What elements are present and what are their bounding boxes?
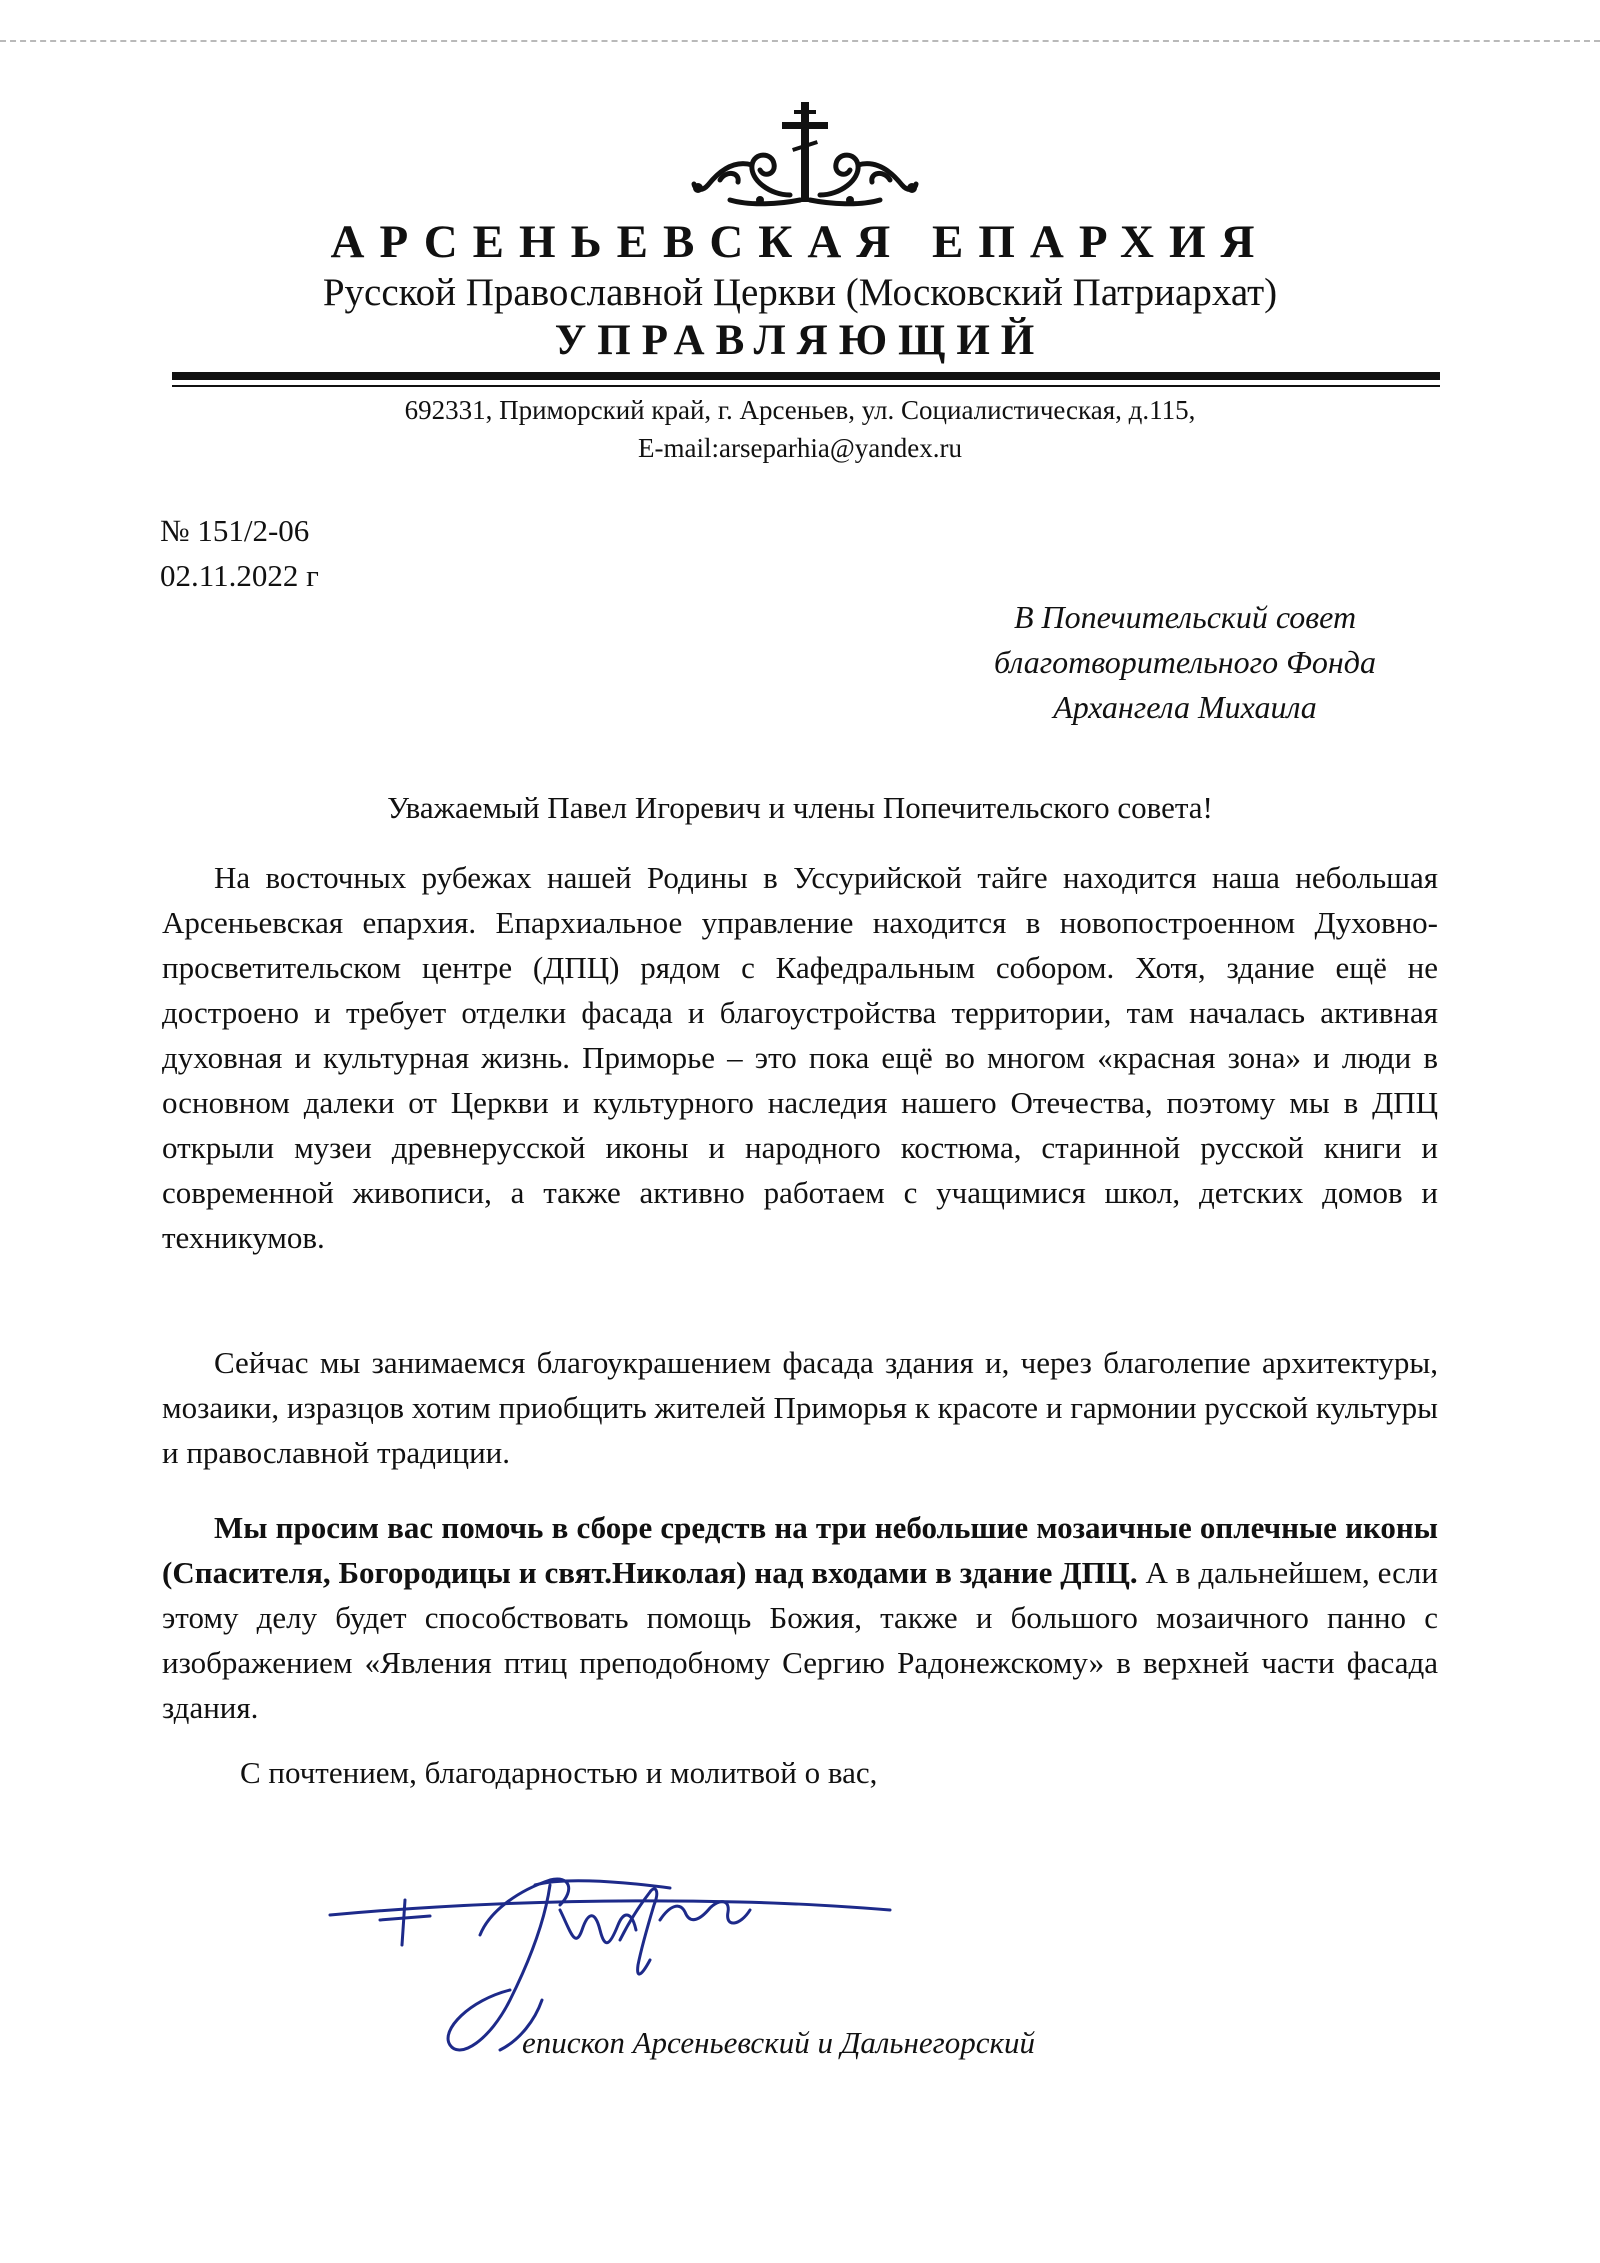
scan-edge-line (0, 40, 1600, 42)
reference-number: № 151/2-06 (160, 513, 310, 548)
closing-phrase: С почтением, благодарностью и молитвой о вас, (240, 1755, 878, 1790)
request-continuation: А в дальнейшем, если этому делу будет способствовать помощь Божия, также и большого мозаичного панно с изображением «Явления птиц преподобному Сергию Радонежскому» в верхней части фасада здания. (162, 1555, 1438, 1725)
orthodox-cross-icon (690, 100, 920, 210)
salutation: Уважаемый Павел Игоревич и члены Попечительского совета! (387, 790, 1213, 825)
recipient-line: Архангела Михаила (1053, 689, 1317, 725)
recipient-line: благотворительного Фонда (994, 644, 1376, 680)
body-paragraph: На восточных рубежах нашей Родины в Уссурийской тайге находится наша небольшая Арсеньевская епархия. Епархиальное управление находится в новопостроенном Духовно-просветительском центре (ДПЦ) рядом с Кафедральным собором. Хотя, здание ещё не достроено и требует отделки фасада и благоустройства территории, там началась активная духовная и культурная жизнь. Приморье – это пока ещё во многом «красная зона» и люди в основном далеки от Церкви и культурного наследия нашего Отечества, поэтому мы в ДПЦ открыли музеи древнерусской иконы и народного костюма, старинной русской книги и современной живописи, а также активно работаем с учащимися школ, детских домов и техникумов. (162, 860, 1438, 1255)
recipient-line: В Попечительский совет (1013, 599, 1357, 635)
letterhead-divider (172, 372, 1440, 380)
recipient-block (900, 595, 1470, 730)
ruler-title: УПРАВЛЯЮЩИЙ (554, 317, 1046, 364)
signatory-title: епископ Арсеньевский и Дальнегорский (522, 2025, 1036, 2060)
eparchy-name: АРСЕНЬЕВСКАЯ ЕПАРХИЯ (330, 216, 1270, 268)
letterhead-divider-thin (172, 385, 1440, 387)
request-emphasis: Мы просим вас помочь в сборе средств на три небольшие мозаичные оплечные иконы (Спасителя, Богородицы и свят.Николая) над входами в здание ДПЦ. (162, 1510, 1438, 1590)
body-paragraph: Сейчас мы занимаемся благоукрашением фасада здания и, через благолепие архитектуры, мозаики, изразцов хотим приобщить жителей Приморья к красоте и гармонии русской культуры и православной традиции. (162, 1345, 1438, 1470)
body-paragraph-request (162, 1505, 1438, 1730)
postal-address: 692331, Приморский край, г. Арсеньев, ул. Социалистическая, д.115, (404, 395, 1196, 425)
email-address: E-mail:arseparhia@yandex.ru (638, 433, 962, 463)
church-name: Русской Православной Церкви (Московский Патриархат) (322, 271, 1278, 314)
reference-date: 02.11.2022 г (160, 558, 319, 593)
